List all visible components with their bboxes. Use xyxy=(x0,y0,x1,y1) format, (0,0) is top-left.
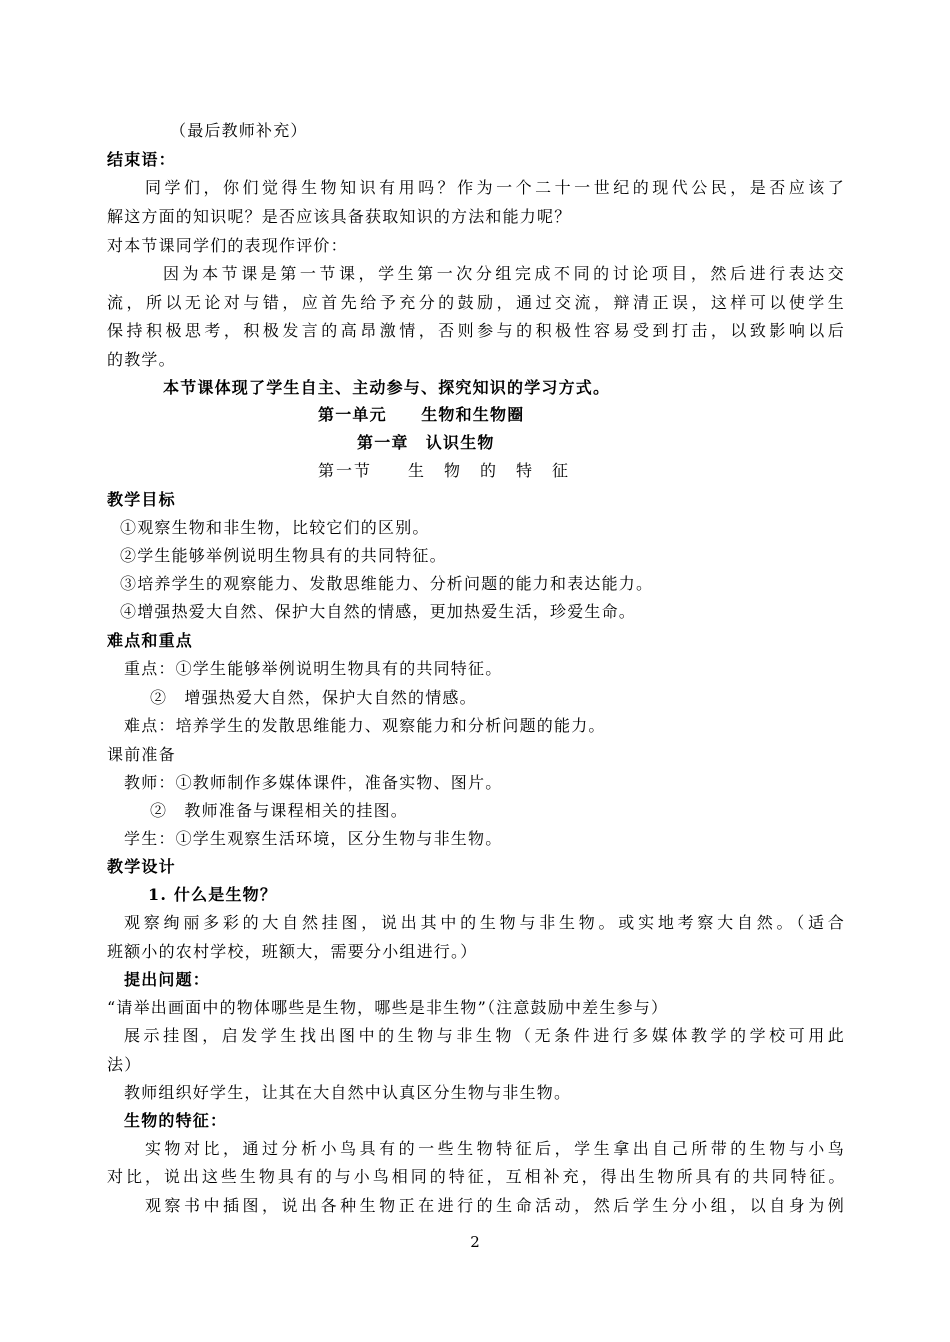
list-item: ② 教师准备与课程相关的挂图。 xyxy=(150,801,409,820)
list-item: 重点：①学生能够举例说明生物具有的共同特征。 xyxy=(124,659,503,678)
section-heading: 结束语： xyxy=(107,150,176,169)
list-item: ② 增强热爱大自然，保护大自然的情感。 xyxy=(150,688,477,707)
text-line: “请举出画面中的物体哪些是生物，哪些是非生物”（注意鼓励中差生参与） xyxy=(107,998,669,1017)
page-number: 2 xyxy=(470,1233,480,1251)
text-line: 流，所以无论对与错，应首先给予充分的鼓励，通过交流，辩清正误，这样可以使学生 xyxy=(107,293,845,312)
text-line: 班额小的农村学校，班额大，需要分小组进行。） xyxy=(107,942,478,961)
subsection-heading: 1. 什么是生物？ xyxy=(148,885,278,904)
list-item: ①观察生物和非生物，比较它们的区别。 xyxy=(120,518,430,537)
text-line: 法） xyxy=(107,1055,142,1074)
section-heading: 难点和重点 xyxy=(107,631,194,650)
text-line: 同学们，你们觉得生物知识有用吗？作为一个二十一世纪的现代公民，是否应该了 xyxy=(145,178,845,197)
text-line: 实物对比，通过分析小鸟具有的一些生物特征后，学生拿出自己所带的生物与小鸟 xyxy=(145,1139,845,1158)
section-heading: 课前准备 xyxy=(107,745,176,764)
text-line: 保持积极思考，积极发言的高昂激情，否则参与的积极性容易受到打击，以致影响以后 xyxy=(107,321,845,340)
list-item: 难点：培养学生的发散思维能力、观察能力和分析问题的能力。 xyxy=(124,716,606,735)
text-line: 观察绚丽多彩的大自然挂图，说出其中的生物与非生物。或实地考察大自然。（适合 xyxy=(124,913,845,932)
text-line: 对本节课同学们的表现作评价： xyxy=(107,236,348,255)
section-heading: 教学设计 xyxy=(107,857,176,876)
chapter-title: 第一章 认识生物 xyxy=(357,433,495,452)
text-line: 展示挂图，启发学生找出图中的生物与非生物（无条件进行多媒体教学的学校可用此 xyxy=(124,1026,845,1045)
subsection-heading: 生物的特征： xyxy=(124,1111,228,1130)
summary-statement: 本节课体现了学生自主、主动参与、探究知识的学习方式。 xyxy=(163,378,611,397)
list-item: 教师：①教师制作多媒体课件，准备实物、图片。 xyxy=(124,773,503,792)
list-item: ④增强热爱大自然、保护大自然的情感，更加热爱生活，珍爱生命。 xyxy=(120,602,637,621)
section-heading: 教学目标 xyxy=(107,490,176,509)
list-item: ③培养学生的观察能力、发散思维能力、分析问题的能力和表达能力。 xyxy=(120,574,654,593)
unit-title: 第一单元 生物和生物圈 xyxy=(318,405,525,424)
subsection-heading: 提出问题： xyxy=(124,970,211,989)
text-line: 观察书中插图，说出各种生物正在进行的生命活动，然后学生分小组，以自身为例 xyxy=(145,1196,845,1215)
list-item: ②学生能够举例说明生物具有的共同特征。 xyxy=(120,546,447,565)
section-title: 第一节 生 物 的 特 征 xyxy=(318,461,571,480)
text-line: 的教学。 xyxy=(107,350,176,369)
text-line: 教师组织好学生，让其在大自然中认真区分生物与非生物。 xyxy=(124,1083,572,1102)
text-line: （最后教师补充） xyxy=(170,121,308,140)
text-line: 解这方面的知识呢？是否应该具备获取知识的方法和能力呢？ xyxy=(107,207,572,226)
text-line: 对比，说出这些生物具有的与小鸟相同的特征，互相补充，得出生物所具有的共同特征。 xyxy=(107,1167,845,1186)
text-line: 因为本节课是第一节课，学生第一次分组完成不同的讨论项目，然后进行表达交 xyxy=(163,264,845,283)
list-item: 学生：①学生观察生活环境，区分生物与非生物。 xyxy=(124,829,503,848)
